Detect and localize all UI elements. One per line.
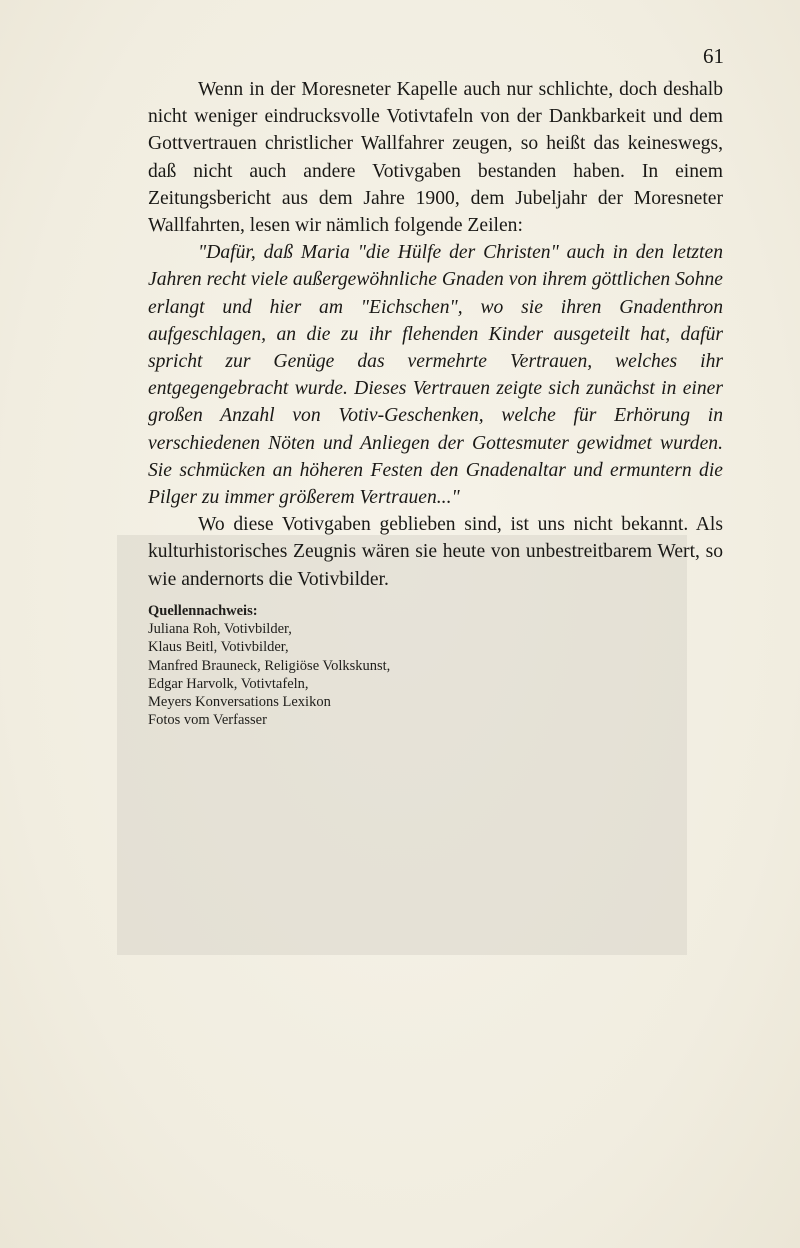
main-text <box>148 76 723 593</box>
source-item: Fotos vom Verfasser <box>148 712 267 729</box>
paragraph-quote: "Dafür, daß Maria "die Hülfe der Christen" auch in den letzten Jahren recht viele außergewöhnliche Gnaden von ihrem göttlichen Sohne erlangt und hier am "Eichschen", wo sie ihren Gnadenthron aufgeschlagen, an die zu ihr flehenden Kinder ausgeteilt hat, dafür spricht zur Genüge das vermehrte Vertrauen, welches ihr entgegengebracht wurde. Dieses Vertrauen zeigte sich zunächst in einer großen Anzahl von Votiv-Geschenken, welche für Erhörung in verschiedenen Nöten und Anliegen der Gottesmuter gewidmet wurden. Sie schmücken an höheren Festen den Gnadenaltar und ermuntern die Pilger zu immer größerem Vertrauen..." <box>148 242 723 509</box>
source-item: Klaus Beitl, Votivbilder, <box>148 639 289 656</box>
paragraph-closing: Wo diese Votivgaben geblieben sind, ist uns nicht bekannt. Als kulturhistorisches Zeugnis wären sie heute von unbestreitbarem Wert, so wie andernorts die Votivbilder. <box>148 514 723 590</box>
source-item: Juliana Roh, Votivbilder, <box>148 621 292 638</box>
page-number: 61 <box>703 44 724 68</box>
sources-heading: Quellennachweis: <box>148 603 258 619</box>
source-item: Edgar Harvolk, Votivtafeln, <box>148 675 309 692</box>
paragraph-intro: Wenn in der Moresneter Kapelle auch nur schlichte, doch deshalb nicht weniger eindrucksvolle Votivtafeln von der Dankbarkeit und dem Gottvertrauen christlicher Wallfahrer zeugen, so heißt das keineswegs, daß nicht auch andere Votivgaben bestanden haben. In einem Zeitungsbericht aus dem Jahre 1900, dem Jubeljahr der Moresneter Wallfahrten, lesen wir nämlich folgende Zeilen: <box>148 79 723 237</box>
source-item: Meyers Konversations Lexikon <box>148 694 331 711</box>
show-through-photo <box>117 535 687 955</box>
sources-list <box>148 602 390 729</box>
source-item: Manfred Brauneck, Religiöse Volkskunst, <box>148 657 391 674</box>
